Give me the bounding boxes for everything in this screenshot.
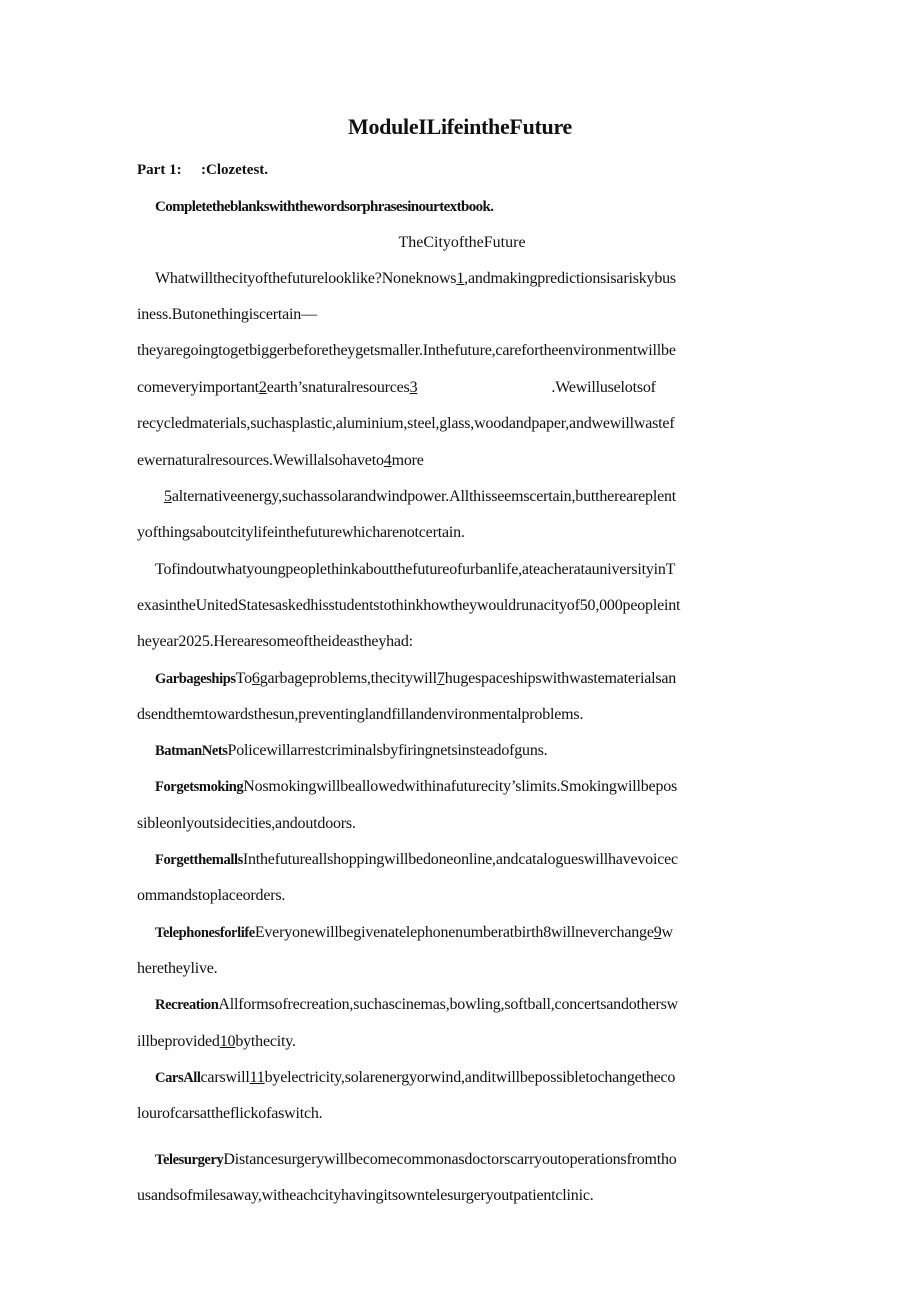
text: Inthefutureallshoppingwillbedoneonline,andcatalogueswillhavevoicec	[242, 851, 678, 868]
text-line: sibleonlyoutsidecities,andoutdoors.	[137, 815, 356, 832]
text-line	[137, 488, 676, 506]
text-line	[137, 1151, 677, 1169]
text: w	[661, 924, 673, 941]
text: more	[391, 452, 424, 469]
text: garbageproblems,thecitywill	[259, 670, 437, 687]
part-label: Part 1:	[137, 162, 182, 178]
blank-6[interactable]: 6	[251, 670, 260, 687]
blank-9[interactable]: 9	[653, 924, 662, 941]
part-heading	[137, 162, 268, 179]
text: alternativeenergy,suchassolarandwindpower.Allthisseemscertain,butthereareplent	[171, 488, 677, 505]
item-heading: Recreation	[155, 997, 219, 1013]
text: .Wewilluselotsof	[551, 379, 656, 396]
text: carswill	[200, 1069, 250, 1086]
item-heading: BatmanNets	[155, 743, 228, 759]
item-heading: Forgetsmoking	[155, 779, 244, 795]
item-heading: Garbageships	[155, 671, 236, 687]
text-line: exasintheUnitedStatesaskedhisstudentstothinkhowtheywouldrunacityof50,000peopleint	[137, 597, 681, 614]
text-line	[137, 742, 547, 760]
text: Policewillarrestcriminalsbyfiringnetsinsteadofguns.	[227, 742, 548, 759]
text: illbeprovided	[137, 1033, 220, 1050]
text-line	[137, 1069, 675, 1087]
text: ewernaturalresources.Wewillalsohaveto	[137, 452, 384, 469]
text: Distancesurgerywillbecomecommonasdoctorscarryoutoperationsfromtho	[223, 1151, 677, 1168]
text: Nosmokingwillbeallowedwithinafuturecity’slimits.Smokingwillbepos	[243, 778, 678, 795]
text-line	[137, 270, 676, 288]
blank-10[interactable]: 10	[219, 1033, 236, 1050]
text: To	[235, 670, 252, 687]
text-line	[137, 778, 677, 796]
part-name: :Clozetest.	[201, 162, 269, 178]
text-line: Tofindoutwhatyoungpeoplethinkaboutthefutureofurbanlife,ateacheratauniversityinT	[155, 561, 676, 578]
blank-1[interactable]: 1	[456, 270, 465, 287]
text-line: recycledmaterials,suchasplastic,aluminium,steel,glass,woodandpaper,andwewillwastef	[137, 415, 675, 432]
blank-11[interactable]: 11	[249, 1069, 265, 1086]
instruction: Completetheblankswiththewordsorphrasesinourtextbook.	[155, 199, 494, 215]
text: Whatwillthecityofthefuturelooklike?Noneknows	[155, 270, 457, 287]
text-line: heyear2025.Herearesomeoftheideastheyhad:	[137, 633, 413, 650]
text-line	[137, 452, 424, 470]
text-line	[137, 1033, 296, 1051]
text: byelectricity,solarenergyorwind,anditwillbepossibletochangetheco	[264, 1069, 676, 1086]
item-heading: CarsAll	[155, 1070, 201, 1086]
blank-2[interactable]: 2	[258, 379, 267, 396]
text: Allformsofrecreation,suchascinemas,bowling,softball,concertsandothersw	[218, 996, 679, 1013]
text-line: ommandstoplaceorders.	[137, 887, 286, 904]
blank-7[interactable]: 7	[436, 670, 445, 687]
item-heading: Forgetthemalls	[155, 852, 243, 868]
text-line: lourofcarsattheflickofaswitch.	[137, 1105, 323, 1122]
blank-4[interactable]: 4	[383, 452, 392, 469]
blank-5[interactable]: 5	[164, 488, 172, 505]
text-line: yofthingsaboutcitylifeinthefuturewhicharenotcertain.	[137, 524, 465, 541]
item-heading: Telephonesforlife	[155, 925, 255, 941]
text-line: iness.Butonethingiscertain—	[137, 306, 317, 323]
text: hugespaceshipswithwastematerialsan	[444, 670, 677, 687]
blank-3[interactable]: 3	[409, 379, 418, 396]
text: earth’snaturalresources	[266, 379, 410, 396]
text-line	[137, 996, 678, 1014]
text-line	[137, 379, 656, 397]
page-title: ModuleILifeintheFuture	[348, 114, 572, 139]
text: comeveryimportant	[137, 379, 259, 396]
text-line: dsendthemtowardsthesun,preventinglandfillandenvironmentalproblems.	[137, 706, 584, 723]
text-line	[137, 670, 676, 688]
text-line	[137, 924, 673, 942]
text: bythecity.	[235, 1033, 296, 1050]
text-line: heretheylive.	[137, 960, 218, 977]
text-line: theyaregoingtogetbiggerbeforetheygetsmaller.Inthefuture,carefortheenvironmentwillbe	[137, 342, 676, 359]
text: ,andmakingpredictionsisariskybus	[464, 270, 676, 287]
text: Everyonewillbegivenatelephonenumberatbirth8willneverchange	[254, 924, 654, 941]
text-line: usandsofmilesaway,witheachcityhavingitsowntelesurgeryoutpatientclinic.	[137, 1187, 594, 1204]
passage-title: TheCityoftheFuture	[398, 234, 526, 251]
text-line	[137, 851, 678, 869]
item-heading: Telesurgery	[155, 1152, 224, 1168]
